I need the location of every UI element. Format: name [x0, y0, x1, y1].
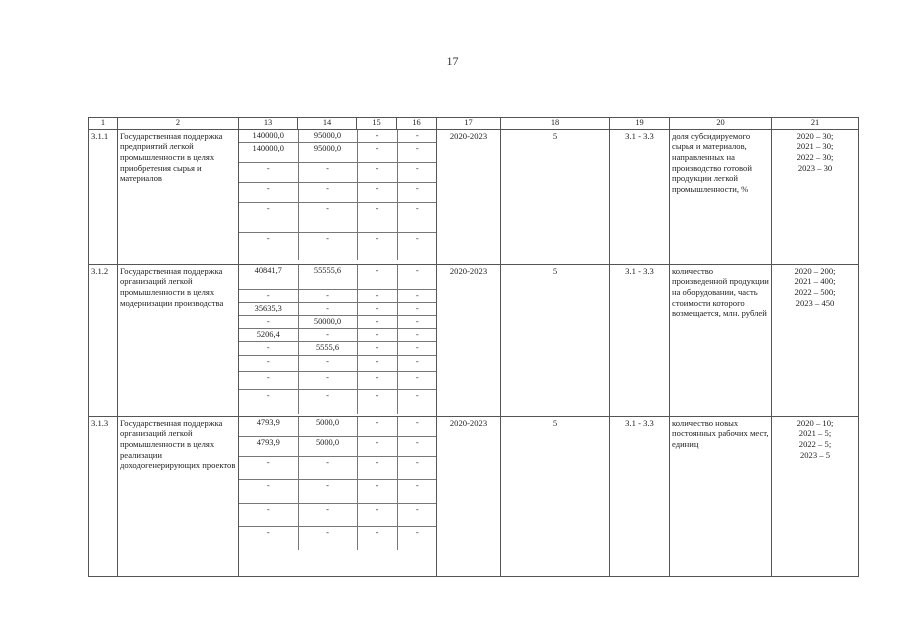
financing-value: -: [298, 303, 357, 316]
financing-value: -: [397, 437, 437, 457]
financing-value: -: [239, 290, 298, 303]
target-values: [772, 129, 859, 264]
financing-block: [239, 129, 437, 264]
financing-subtable: [239, 130, 437, 261]
financing-row: [239, 130, 437, 143]
financing-row: [239, 390, 437, 414]
financing-row: [239, 527, 437, 550]
financing-value: -: [397, 202, 437, 232]
financing-value: -: [357, 437, 397, 457]
target-line: 2022 – 5;: [798, 438, 832, 449]
column-19-value: 3.1 - 3.3: [610, 264, 670, 416]
column-header: 18: [501, 118, 610, 130]
financing-row: [239, 457, 437, 480]
indicator-description: количество новых постоянных рабочих мест, единиц: [670, 416, 772, 576]
financing-value: -: [397, 457, 437, 480]
target-line: 2023 – 450: [795, 297, 835, 308]
financing-value: -: [397, 290, 437, 303]
financing-value: 55555,6: [298, 265, 357, 290]
column-19-value: 3.1 - 3.3: [610, 129, 670, 264]
financing-value: -: [397, 527, 437, 550]
header-row: [89, 118, 859, 130]
financing-value: -: [397, 390, 437, 414]
financing-value: -: [357, 162, 397, 182]
measure-number: 3.1.1: [89, 129, 118, 264]
measure-number: 3.1.3: [89, 416, 118, 576]
financing-row: [239, 316, 437, 329]
table-row: [89, 129, 859, 264]
program-measures-table: [88, 117, 859, 577]
financing-value: 4793,9: [239, 417, 298, 437]
financing-value: -: [397, 142, 437, 162]
financing-value: 5000,0: [298, 417, 357, 437]
indicator-description: доля субсидируемого сырья и материалов, направленных на производство готовой продукции легкой промышленности, %: [670, 129, 772, 264]
financing-value: -: [239, 480, 298, 504]
financing-value: -: [397, 372, 437, 390]
financing-value: -: [357, 372, 397, 390]
financing-value: -: [298, 162, 357, 182]
financing-value: -: [397, 182, 437, 202]
financing-value: -: [298, 390, 357, 414]
financing-value: -: [397, 232, 437, 260]
financing-value: -: [357, 232, 397, 260]
financing-value: -: [298, 182, 357, 202]
financing-subtable: [239, 265, 437, 414]
financing-row: [239, 417, 437, 437]
financing-value: -: [298, 372, 357, 390]
target-values: [772, 416, 859, 576]
financing-row: [239, 504, 437, 527]
financing-value: 95000,0: [298, 130, 357, 143]
financing-value: -: [298, 504, 357, 527]
financing-value: 140000,0: [239, 130, 298, 143]
column-header: 1: [89, 118, 118, 130]
target-line: 2020 – 30;: [796, 130, 834, 141]
target-line: 2023 – 30: [797, 162, 833, 173]
table-row: [89, 264, 859, 416]
financing-value: -: [239, 356, 298, 372]
target-line: 2020 – 10;: [796, 417, 834, 428]
financing-value: -: [298, 202, 357, 232]
financing-row: [239, 356, 437, 372]
financing-block: [239, 264, 437, 416]
column-19-value: 3.1 - 3.3: [610, 416, 670, 576]
implementation-period: 2020-2023: [437, 416, 501, 576]
column-header: 16: [397, 118, 437, 130]
column-header: 15: [357, 118, 397, 130]
financing-row: [239, 265, 437, 290]
target-line: 2021 – 400;: [794, 276, 836, 287]
financing-value: 95000,0: [298, 142, 357, 162]
financing-row: [239, 480, 437, 504]
financing-value: -: [357, 316, 397, 329]
target-line: 2022 – 500;: [794, 286, 836, 297]
implementation-period: 2020-2023: [437, 129, 501, 264]
column-header: 19: [610, 118, 670, 130]
financing-value: -: [239, 202, 298, 232]
financing-value: -: [357, 182, 397, 202]
measure-description: Государственная поддержка организаций легкой промышленности в целях модернизации производства: [118, 264, 239, 416]
financing-block: [239, 416, 437, 576]
financing-value: -: [298, 290, 357, 303]
financing-value: -: [239, 457, 298, 480]
financing-value: -: [357, 303, 397, 316]
financing-value: -: [239, 342, 298, 356]
financing-value: -: [357, 142, 397, 162]
financing-row: [239, 142, 437, 162]
financing-value: 5555,6: [298, 342, 357, 356]
target-values: [772, 264, 859, 416]
financing-value: 4793,9: [239, 437, 298, 457]
column-header: 20: [670, 118, 772, 130]
column-header: 13: [239, 118, 298, 130]
financing-value: -: [397, 480, 437, 504]
financing-value: -: [239, 316, 298, 329]
column-18-value: 5: [501, 129, 610, 264]
target-line: 2022 – 30;: [796, 151, 834, 162]
financing-value: -: [397, 342, 437, 356]
financing-value: -: [397, 303, 437, 316]
financing-value: -: [357, 290, 397, 303]
financing-value: -: [239, 182, 298, 202]
column-header: 2: [118, 118, 239, 130]
financing-value: -: [298, 457, 357, 480]
target-line: 2021 – 5;: [798, 428, 832, 439]
financing-value: -: [357, 457, 397, 480]
financing-row: [239, 303, 437, 316]
financing-row: [239, 202, 437, 232]
financing-value: -: [397, 316, 437, 329]
financing-value: -: [357, 329, 397, 342]
financing-value: -: [357, 527, 397, 550]
column-header: 17: [437, 118, 501, 130]
financing-value: -: [239, 504, 298, 527]
financing-value: -: [298, 329, 357, 342]
financing-value: -: [357, 417, 397, 437]
financing-value: -: [298, 527, 357, 550]
financing-value: -: [397, 265, 437, 290]
implementation-period: 2020-2023: [437, 264, 501, 416]
financing-value: -: [397, 356, 437, 372]
financing-value: -: [266, 391, 270, 401]
financing-value: -: [298, 356, 357, 372]
financing-value: -: [397, 504, 437, 527]
financing-value: -: [397, 162, 437, 182]
financing-value: -: [357, 265, 397, 290]
financing-subtable: [239, 417, 437, 550]
financing-row: [239, 342, 437, 356]
financing-value: 5000,0: [298, 437, 357, 457]
financing-value: -: [266, 528, 270, 537]
target-line: 2023 – 5: [799, 449, 831, 460]
financing-value: -: [397, 329, 437, 342]
financing-value: -: [357, 504, 397, 527]
financing-row: [239, 182, 437, 202]
financing-row: [239, 232, 437, 260]
financing-value: -: [357, 130, 397, 143]
financing-value: -: [239, 162, 298, 182]
financing-value: 140000,0: [239, 142, 298, 162]
financing-value: -: [239, 372, 298, 390]
column-18-value: 5: [501, 264, 610, 416]
financing-value: -: [357, 480, 397, 504]
financing-row: [239, 437, 437, 457]
target-line: 2021 – 30;: [796, 141, 834, 152]
financing-value: -: [298, 480, 357, 504]
financing-value: 35635,3: [239, 303, 298, 316]
financing-value: -: [357, 356, 397, 372]
financing-value: -: [357, 342, 397, 356]
page-number: 17: [446, 54, 459, 68]
financing-value: -: [357, 202, 397, 232]
financing-value: 50000,0: [298, 316, 357, 329]
financing-value: 5206,4: [239, 329, 298, 342]
column-header: 21: [772, 118, 859, 130]
financing-value: 40841,7: [239, 265, 298, 290]
indicator-description: количество произведенной продукции на оборудовании, часть стоимости которого возмещается, млн. рублей: [670, 264, 772, 416]
financing-value: -: [298, 232, 357, 260]
financing-row: [239, 162, 437, 182]
column-18-value: 5: [501, 416, 610, 576]
measure-number: 3.1.2: [89, 264, 118, 416]
column-header: 14: [298, 118, 357, 130]
financing-value: -: [266, 233, 270, 243]
financing-value: -: [397, 130, 437, 143]
financing-row: [239, 290, 437, 303]
measure-description: Государственная поддержка предприятий легкой промышленности в целях приобретения сырья и материалов: [118, 129, 239, 264]
financing-row: [239, 329, 437, 342]
financing-value: -: [397, 417, 437, 437]
measure-description: Государственная поддержка организаций легкой промышленности в целях реализации доходогенерирующих проектов: [118, 416, 239, 576]
financing-value: -: [357, 390, 397, 414]
financing-row: [239, 372, 437, 390]
target-line: 2020 – 200;: [794, 265, 836, 276]
table-row: [89, 416, 859, 576]
